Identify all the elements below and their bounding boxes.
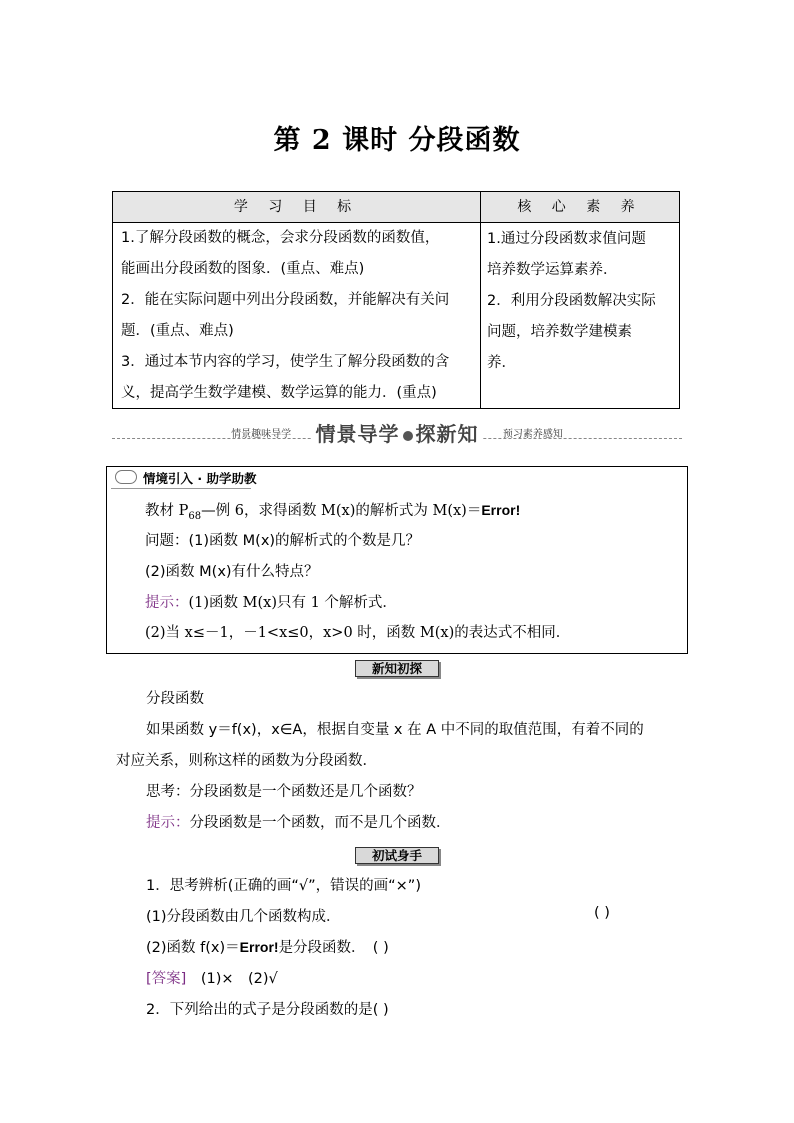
exercise-1: 1．思考辨析(正确的画“√”，错误的画“×”) [146,878,421,894]
tag-new-knowledge [0,658,794,677]
intro-question-1: 问题：(1)函数 M(x)的解析式的个数是几？ [145,533,421,549]
answer-label: [答案] [146,971,187,987]
hint-label: 提示： [146,815,190,831]
objective-line: 能画出分段函数的图象．(重点、难点) [121,261,365,277]
banner-right-caption: 预习素养感知 [502,429,563,440]
intro-hint-1-text: (1)函数 M(x)只有 1 个解析式． [188,595,397,611]
think-question: 思考：分段函数是一个函数还是几个函数？ [146,784,422,800]
exercise-1b-post: 是分段函数． ( ) [278,940,389,956]
objective-line: 2．能在实际问题中列出分段函数，并能解决有关问 [121,292,450,308]
exercise-1a: (1)分段函数由几个函数构成． [146,909,341,925]
objective-line: 1.了解分段函数的概念，会求分段函数的函数值， [121,230,440,246]
intro-line-1 [145,499,520,522]
banner-title [312,422,483,446]
banner-left-caption: 情景趣味导学 [231,429,292,440]
exercise-1b-pre: (2)函数 f(x)＝ [146,940,240,956]
objective-line: 义，提高学生数学建模、数学运算的能力．(重点) [121,385,437,401]
tag-try-label: 初试身手 [355,847,439,864]
intro-hint-2: (2)当 x≤－1，－1<x≤0，x>0 时，函数 M(x)的表达式不相同． [145,625,571,641]
exercise-1a-blank: ( ) [594,905,610,921]
exercise-1b [146,936,389,957]
objectives-left-cell [121,223,477,409]
scenario-icon [115,470,137,484]
objectives-header-right: 核 心 素 养 [481,192,679,223]
banner-title-right: 探新知 [415,422,479,446]
objective-line: 3．通过本节内容的学习，使学生了解分段函数的含 [121,354,450,370]
exercise-2: 2．下列给出的式子是分段函数的是( ) [146,1002,389,1018]
intro-line-1-pre: 教材 P [145,503,189,519]
answer-text: (1)× (2)√ [186,971,278,987]
section-banner [112,418,682,447]
intro-header-underline [111,488,251,489]
objectives-table [112,191,680,409]
tag-try [0,845,794,864]
objectives-right-cell [487,224,677,379]
intro-question-2: (2)函数 M(x)有什么特点？ [145,564,319,580]
think-hint [146,811,451,832]
objectives-header-left: 学 习 目 标 [113,192,480,223]
error-text: Error! [481,502,521,518]
think-hint-text: 分段函数是一个函数，而不是几个函数． [189,815,451,831]
section-heading: 分段函数 [146,691,204,707]
intro-box [106,466,688,654]
intro-line-1-sub: 68 [188,510,202,522]
literacy-line: 养． [487,355,516,371]
banner-dot-icon [403,431,413,441]
intro-hint-1 [145,591,397,612]
page-title: 第 2 课时 分段函数 [273,125,521,156]
error-text: Error! [239,939,279,955]
literacy-line: 1.通过分段函数求值问题 [487,231,646,247]
table-divider [480,192,481,408]
definition-line-2: 对应关系，则称这样的函数为分段函数． [116,753,377,769]
objective-line: 题．(重点、难点) [121,323,234,339]
tag-new-knowledge-label: 新知初探 [355,660,439,677]
answer-line [146,967,278,988]
literacy-line: 2．利用分段函数解决实际 [487,293,656,309]
definition-line-1: 如果函数 y＝f(x)，x∈A，根据自变量 x 在 A 中不同的取值范围，有着不同的 [146,722,644,738]
literacy-line: 问题，培养数学建模素 [487,324,632,340]
hint-label: 提示： [145,595,189,611]
intro-line-1-mid: —例 6，求得函数 M(x)的解析式为 M(x)＝ [201,503,482,519]
intro-header: 情境引入 · 助学助教 [143,471,257,486]
banner-title-left: 情景导学 [315,422,400,446]
literacy-line: 培养数学运算素养． [487,262,618,278]
